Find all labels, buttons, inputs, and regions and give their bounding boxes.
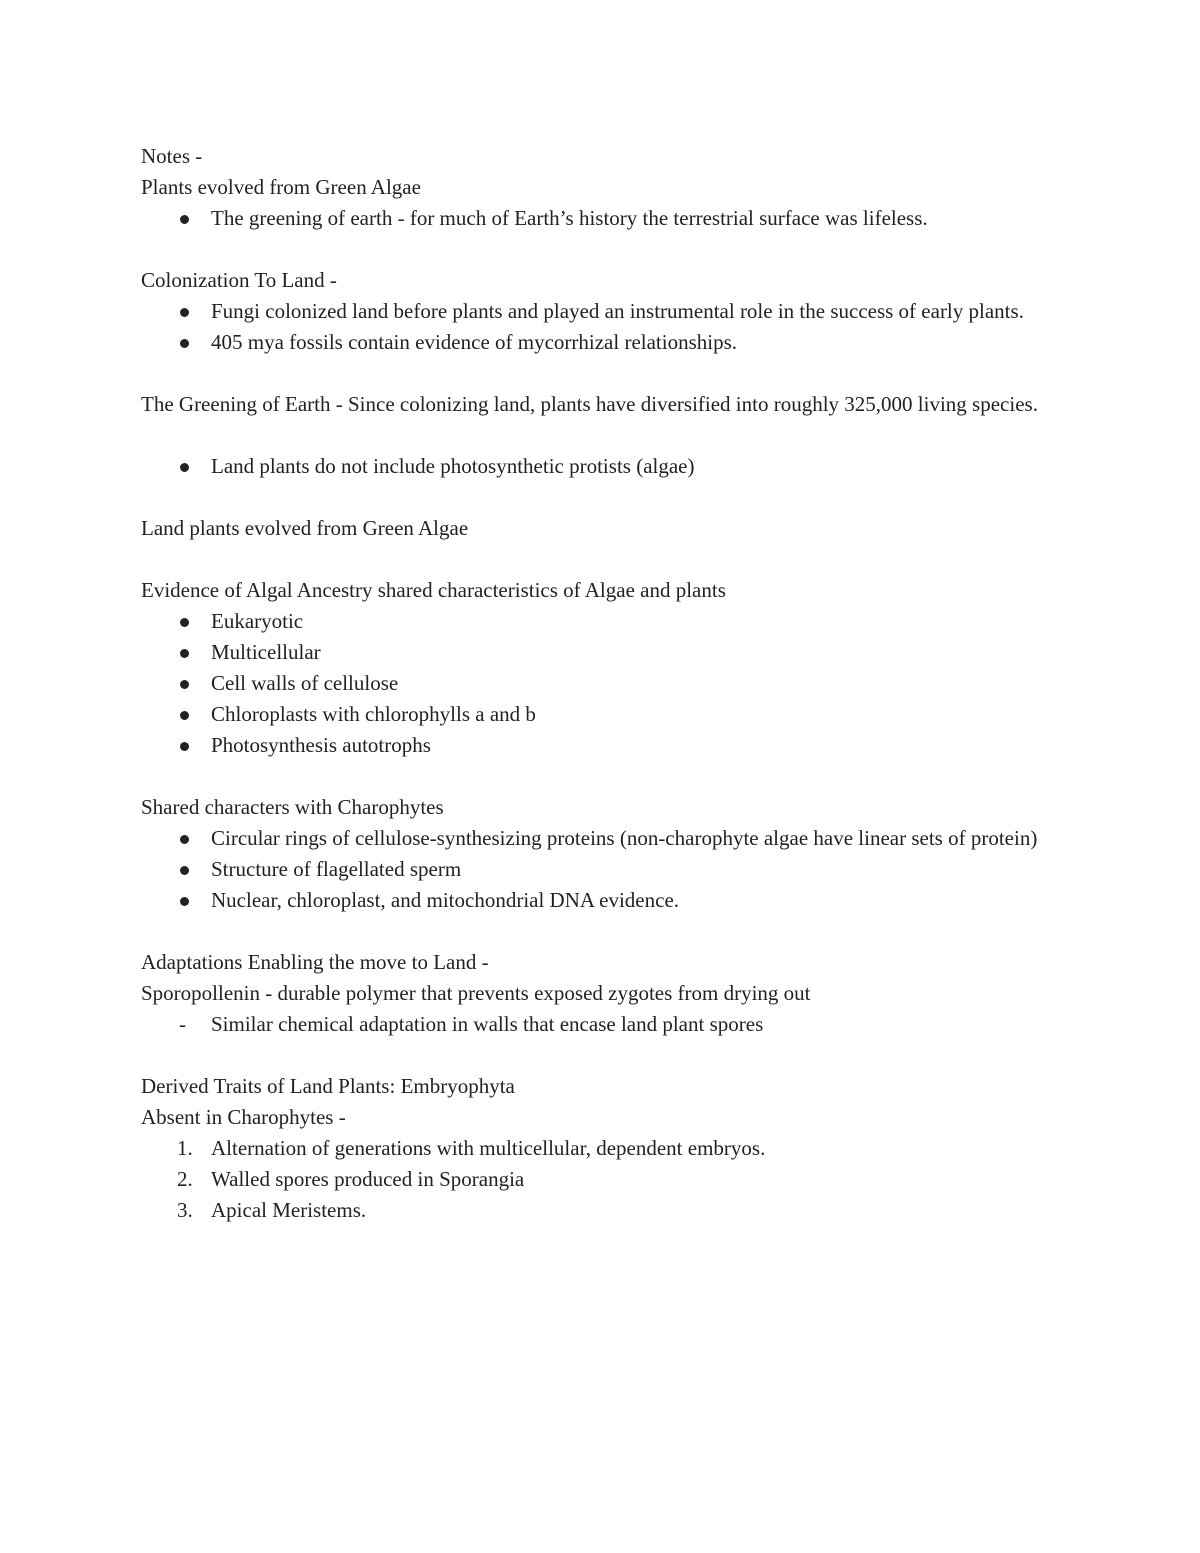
spacer — [141, 544, 1071, 575]
document-page — [141, 141, 1071, 1226]
list-item — [141, 1164, 1071, 1195]
list-item — [141, 885, 1071, 916]
land-plants-line: Land plants evolved from Green Algae — [141, 516, 469, 540]
bullet-icon — [180, 866, 189, 875]
list-item — [141, 1009, 1071, 1040]
list-item — [141, 854, 1071, 885]
land-plants-list — [141, 451, 1071, 482]
evidence-heading: Evidence of Algal Ancestry shared characteristics of Algae and plants — [141, 578, 726, 602]
bullet-icon — [180, 618, 189, 627]
list-item-text: Cell walls of cellulose — [211, 671, 399, 695]
bullet-icon — [180, 649, 189, 658]
list-item-text: Nuclear, chloroplast, and mitochondrial DNA evidence. — [211, 888, 680, 912]
spacer — [141, 761, 1071, 792]
charophytes-heading: Shared characters with Charophytes — [141, 795, 444, 819]
bullet-icon — [180, 742, 189, 751]
list-item — [141, 296, 1071, 327]
list-item — [141, 327, 1071, 358]
bullet-icon — [180, 897, 189, 906]
spacer — [141, 234, 1071, 265]
list-item — [141, 606, 1071, 637]
evidence-list — [141, 606, 1071, 761]
bullet-icon — [180, 680, 189, 689]
sporopollenin-line: Sporopollenin - durable polymer that prevents exposed zygotes from drying out — [141, 981, 811, 1005]
greening-paragraph: The Greening of Earth - Since colonizing land, plants have diversified into roughly 325,000 living species. — [141, 392, 1038, 416]
plants-evolved-heading: Plants evolved from Green Algae — [141, 175, 421, 199]
list-item — [141, 637, 1071, 668]
list-item-text: Structure of flagellated sperm — [211, 857, 462, 881]
list-number: 1. — [177, 1136, 193, 1160]
list-item — [141, 730, 1071, 761]
list-item — [141, 668, 1071, 699]
bullet-icon — [180, 339, 189, 348]
list-item — [141, 699, 1071, 730]
list-item-text: Eukaryotic — [211, 609, 304, 633]
notes-heading: Notes - — [141, 144, 203, 168]
dash-marker: - — [179, 1012, 186, 1036]
list-item-text: Multicellular — [211, 640, 321, 664]
list-item-text: Fungi colonized land before plants and played an instrumental role in the success of early plants. — [211, 299, 1024, 323]
list-item-text: Apical Meristems. — [211, 1198, 367, 1222]
bullet-icon — [180, 215, 189, 224]
spacer — [141, 482, 1071, 513]
spacer — [141, 1040, 1071, 1071]
list-item — [141, 451, 1071, 482]
sporopollenin-dash-list — [141, 1009, 1071, 1040]
spacer — [141, 420, 1071, 451]
list-item-text: The greening of earth - for much of Earth’s history the terrestrial surface was lifeless. — [211, 206, 928, 230]
list-item-text: Chloroplasts with chlorophylls a and b — [211, 702, 536, 726]
list-item-text: 405 mya fossils contain evidence of mycorrhizal relationships. — [211, 330, 738, 354]
adaptations-heading: Adaptations Enabling the move to Land - — [141, 950, 489, 974]
list-item — [141, 203, 1071, 234]
absent-numbered-list — [141, 1133, 1071, 1226]
list-item-text: Alternation of generations with multicellular, dependent embryos. — [211, 1136, 766, 1160]
colonization-heading: Colonization To Land - — [141, 268, 337, 292]
bullet-icon — [180, 835, 189, 844]
spacer — [141, 916, 1071, 947]
list-item — [141, 823, 1071, 854]
bullet-icon — [180, 711, 189, 720]
list-item-text: Circular rings of cellulose-synthesizing proteins (non-charophyte algae have linear sets of protein) — [211, 826, 1038, 850]
list-item-text: Walled spores produced in Sporangia — [211, 1167, 525, 1191]
list-number: 2. — [177, 1167, 193, 1191]
list-item — [141, 1195, 1071, 1226]
bullet-icon — [180, 463, 189, 472]
absent-heading: Absent in Charophytes - — [141, 1105, 346, 1129]
charophytes-list — [141, 823, 1071, 916]
list-item-text: Photosynthesis autotrophs — [211, 733, 431, 757]
list-item-text: Land plants do not include photosynthetic protists (algae) — [211, 454, 695, 478]
spacer — [141, 358, 1071, 389]
list-item — [141, 1133, 1071, 1164]
derived-traits-heading: Derived Traits of Land Plants: Embryophyta — [141, 1074, 515, 1098]
list-item-text: Similar chemical adaptation in walls that encase land plant spores — [211, 1012, 764, 1036]
plants-evolved-list — [141, 203, 1071, 234]
list-number: 3. — [177, 1198, 193, 1222]
bullet-icon — [180, 308, 189, 317]
colonization-list — [141, 296, 1071, 358]
